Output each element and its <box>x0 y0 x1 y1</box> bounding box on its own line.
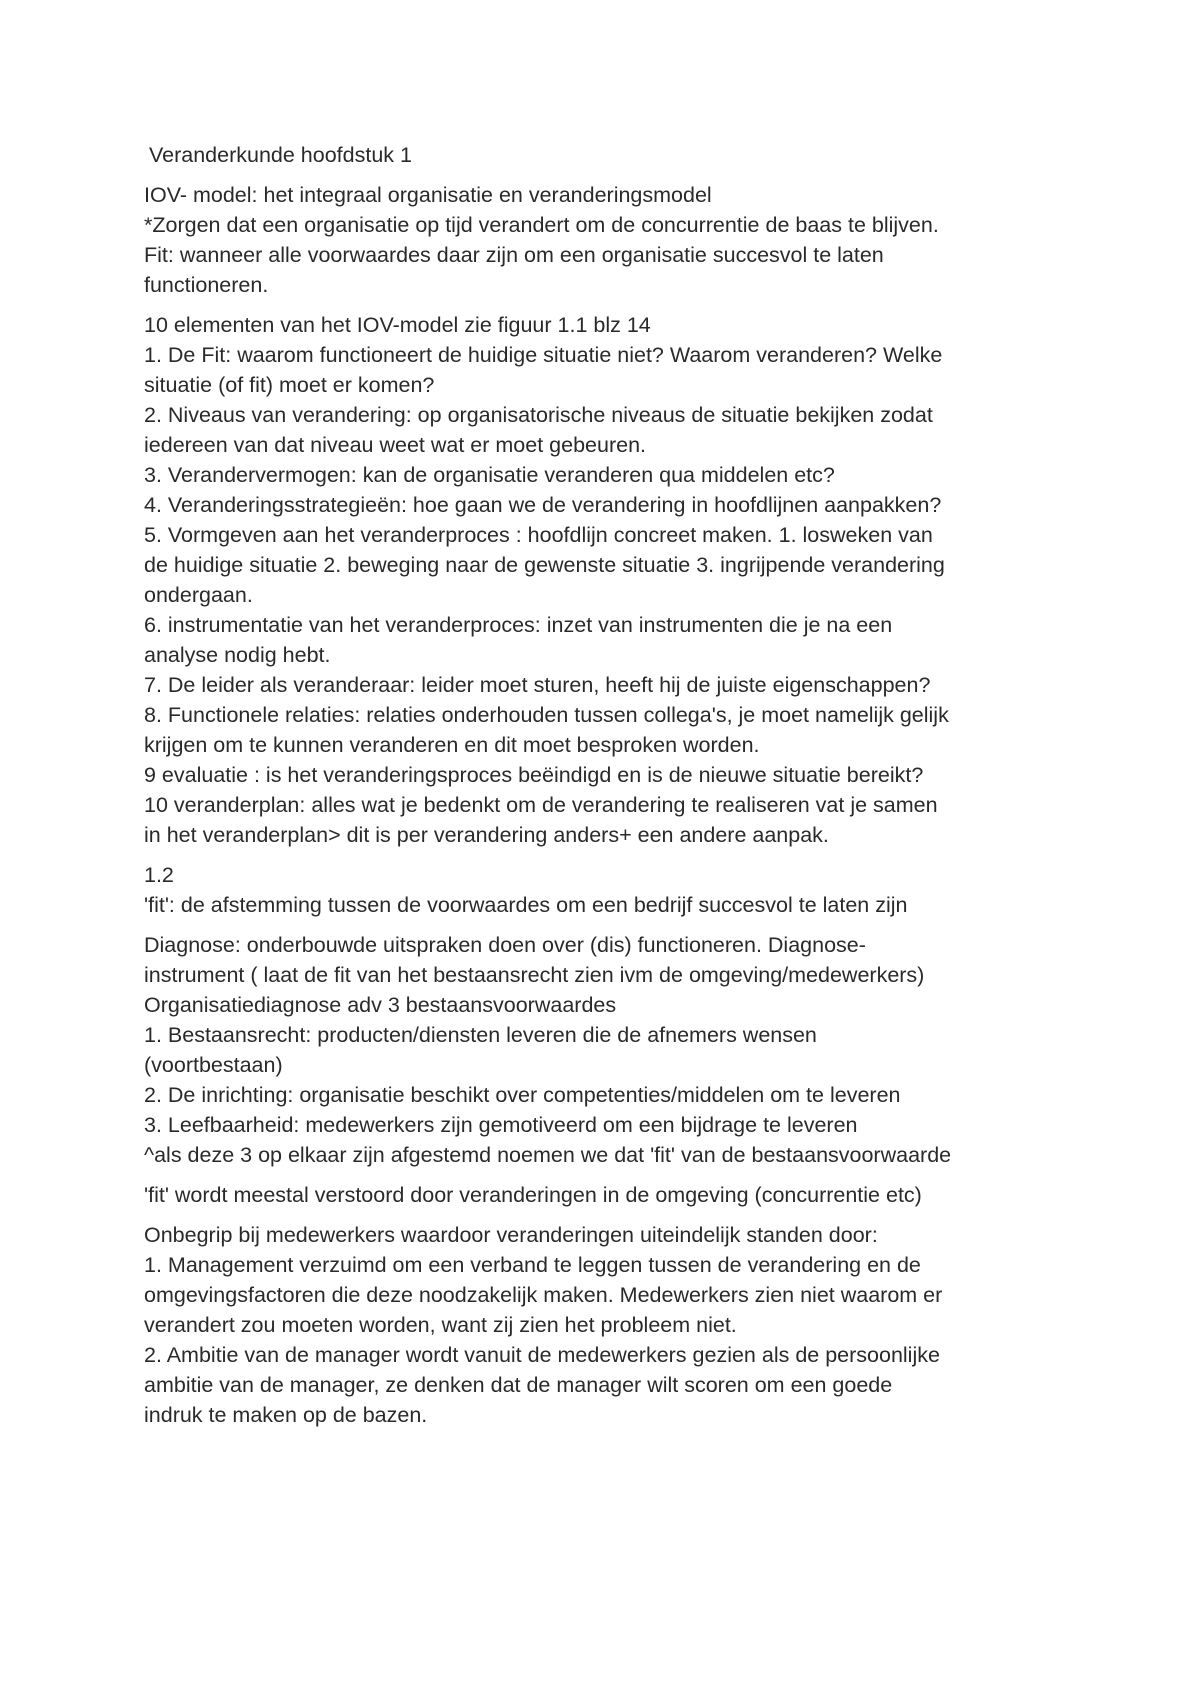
text-line: instrument ( laat de fit van het bestaansrecht zien ivm de omgeving/medewerkers) <box>144 963 925 987</box>
paragraph-block <box>144 860 1074 920</box>
text-line: 2. De inrichting: organisatie beschikt over competenties/middelen om te leveren <box>144 1083 901 1107</box>
paragraph-block <box>144 310 1074 850</box>
text-line: situatie (of fit) moet er komen? <box>144 373 435 397</box>
text-line: verandert zou moeten worden, want zij zien het probleem niet. <box>144 1313 737 1337</box>
text-line: 9 evaluatie : is het veranderingsproces beëindigd en is de nieuwe situatie bereikt? <box>144 763 924 787</box>
text-line: de huidige situatie 2. beweging naar de gewenste situatie 3. ingrijpende verandering <box>144 553 945 577</box>
paragraph-block <box>144 180 1074 300</box>
text-line: in het veranderplan> dit is per verandering anders+ een andere aanpak. <box>144 823 829 847</box>
paragraph-block <box>144 930 1074 1170</box>
text-line: functioneren. <box>144 273 269 297</box>
text-line: (voortbestaan) <box>144 1053 283 1077</box>
text-line: Onbegrip bij medewerkers waardoor veranderingen uiteindelijk standen door: <box>144 1223 878 1247</box>
text-line: 2. Niveaus van verandering: op organisatorische niveaus de situatie bekijken zodat <box>144 403 933 427</box>
text-line: 1. Bestaansrecht: producten/diensten leveren die de afnemers wensen <box>144 1023 817 1047</box>
text-line: 3. Leefbaarheid: medewerkers zijn gemotiveerd om een bijdrage te leveren <box>144 1113 858 1137</box>
text-line: 'fit': de afstemming tussen de voorwaardes om een bedrijf succesvol te laten zijn <box>144 893 908 917</box>
text-line: 6. instrumentatie van het veranderproces: inzet van instrumenten die je na een <box>144 613 893 637</box>
text-line: 5. Vormgeven aan het veranderproces : hoofdlijn concreet maken. 1. losweken van <box>144 523 933 547</box>
text-line: Fit: wanneer alle voorwaardes daar zijn om een organisatie succesvol te laten <box>144 243 884 267</box>
text-line: analyse nodig hebt. <box>144 643 331 667</box>
text-line: 7. De leider als veranderaar: leider moet sturen, heeft hij de juiste eigenschappen? <box>144 673 931 697</box>
text-line: 3. Verandervermogen: kan de organisatie veranderen qua middelen etc? <box>144 463 835 487</box>
text-line: ^als deze 3 op elkaar zijn afgestemd noemen we dat 'fit' van de bestaansvoorwaarde <box>144 1143 952 1167</box>
text-line: indruk te maken op de bazen. <box>144 1403 428 1427</box>
text-line: 1.2 <box>144 863 174 887</box>
text-line: 2. Ambitie van de manager wordt vanuit de medewerkers gezien als de persoonlijke <box>144 1343 940 1367</box>
text-line: krijgen om te kunnen veranderen en dit moet besproken worden. <box>144 733 760 757</box>
text-line: 1. De Fit: waarom functioneert de huidige situatie niet? Waarom veranderen? Welke <box>144 343 943 367</box>
text-line: 4. Veranderingsstrategieën: hoe gaan we de verandering in hoofdlijnen aanpakken? <box>144 493 942 517</box>
text-line: 10 veranderplan: alles wat je bedenkt om de verandering te realiseren vat je samen <box>144 793 938 817</box>
text-line: 'fit' wordt meestal verstoord door veranderingen in de omgeving (concurrentie etc) <box>144 1183 922 1207</box>
text-line: Organisatiediagnose adv 3 bestaansvoorwaardes <box>144 993 617 1017</box>
text-line: ambitie van de manager, ze denken dat de manager wilt scoren om een goede <box>144 1373 893 1397</box>
text-line: 1. Management verzuimd om een verband te leggen tussen de verandering en de <box>144 1253 921 1277</box>
text-line: *Zorgen dat een organisatie op tijd verandert om de concurrentie de baas te blijven. <box>144 213 939 237</box>
document-page <box>144 140 1074 1440</box>
text-line: Diagnose: onderbouwde uitspraken doen over (dis) functioneren. Diagnose- <box>144 933 866 957</box>
document-title: Veranderkunde hoofdstuk 1 <box>149 143 412 167</box>
text-line: iedereen van dat niveau weet wat er moet gebeuren. <box>144 433 646 457</box>
paragraph-block <box>144 1220 1074 1430</box>
text-line: IOV- model: het integraal organisatie en veranderingsmodel <box>144 183 712 207</box>
document-body <box>144 180 1074 1430</box>
text-line: omgevingsfactoren die deze noodzakelijk maken. Medewerkers zien niet waarom er <box>144 1283 943 1307</box>
text-line: 10 elementen van het IOV-model zie figuur 1.1 blz 14 <box>144 313 651 337</box>
text-line: 8. Functionele relaties: relaties onderhouden tussen collega's, je moet namelijk gelijk <box>144 703 949 727</box>
paragraph-block <box>144 1180 1074 1210</box>
text-line: ondergaan. <box>144 583 253 607</box>
